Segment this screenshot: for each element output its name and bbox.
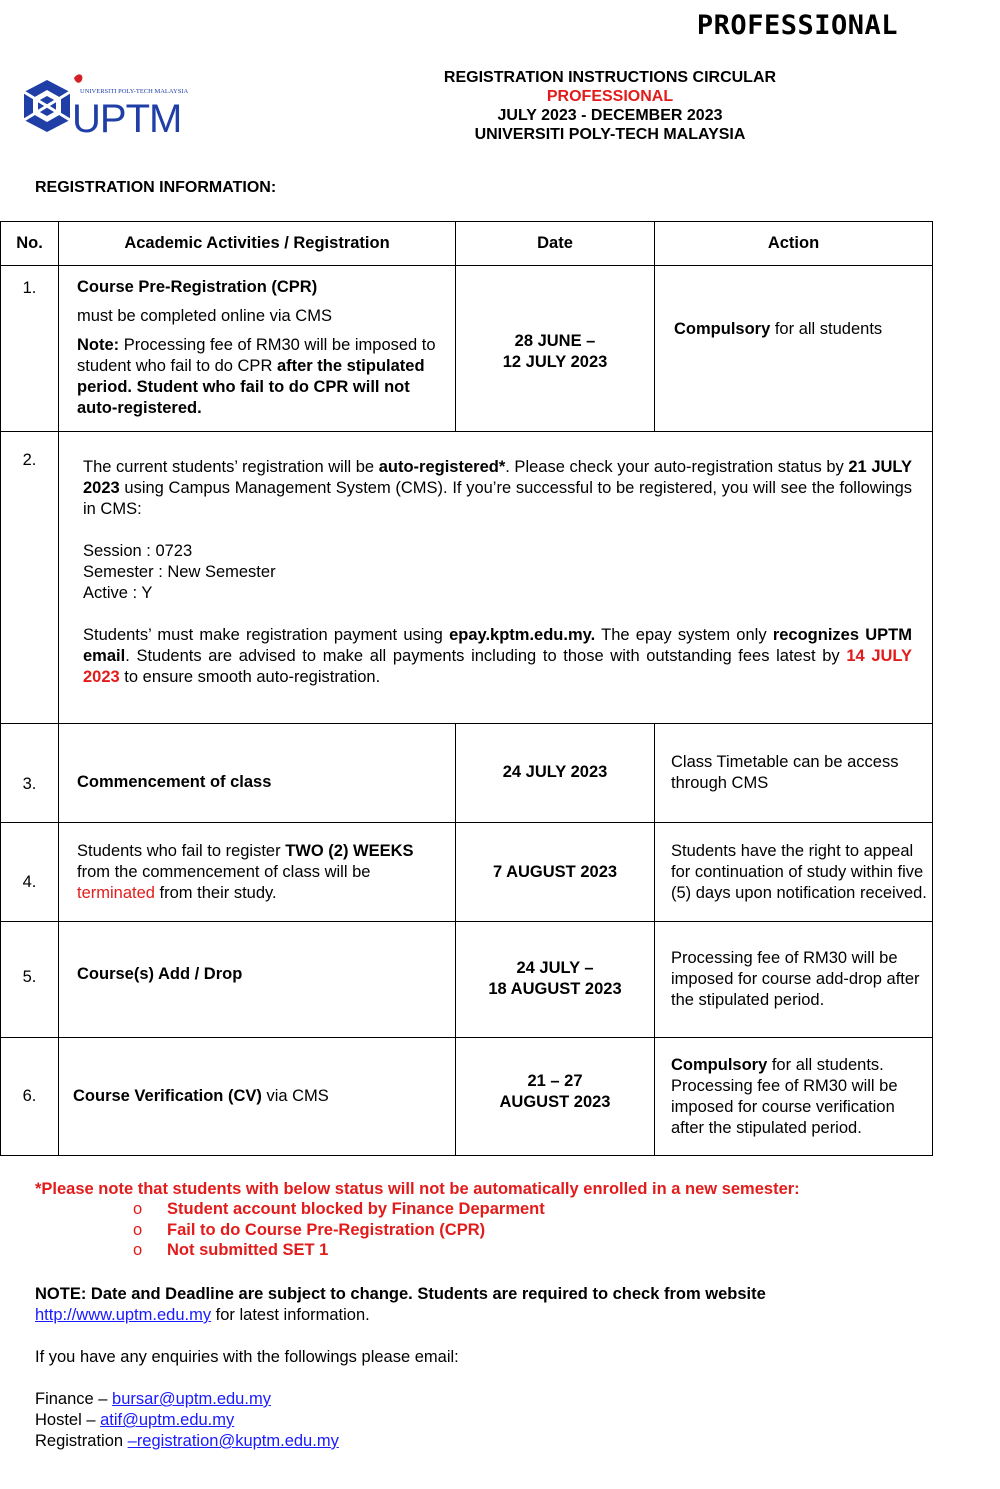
row-number: 2.: [1, 432, 59, 724]
auto-registered-term: auto-registered*: [378, 458, 506, 476]
text-run: . Please check your auto-registration status by: [505, 458, 849, 476]
list-item: [133, 1199, 545, 1220]
cpr-subtitle: must be completed online via CMS: [77, 307, 332, 325]
finance-contact: [35, 1389, 935, 1410]
registration-contact: [35, 1431, 935, 1452]
action-cell: [655, 1038, 933, 1156]
row-number: 3.: [1, 724, 59, 823]
header-program: PROFESSIONAL: [546, 88, 674, 105]
row-number: 5.: [1, 922, 59, 1038]
finance-email-link[interactable]: bursar@uptm.edu.my: [112, 1390, 271, 1408]
text-run: Students who fail to register: [77, 841, 286, 860]
note-label: Note:: [77, 336, 120, 354]
header-action: Action: [655, 222, 933, 266]
cpr-note: [77, 335, 445, 419]
footer: [35, 1284, 935, 1452]
bullet-icon: o: [133, 1220, 143, 1239]
header-date: Date: [456, 222, 655, 266]
table-row: [1, 724, 933, 823]
registration-table: [0, 221, 933, 1156]
cv-title: Course Verification (CV): [73, 1087, 262, 1105]
text-run: The current students’ registration will be: [83, 458, 379, 476]
website-link[interactable]: http://www.uptm.edu.my: [35, 1306, 212, 1324]
table-row: [1, 823, 933, 922]
hostel-contact: [35, 1410, 935, 1431]
activity-cell: Commencement of class: [59, 724, 456, 823]
row-number: 1.: [1, 266, 59, 432]
table-row: [1, 266, 933, 432]
contact-label: Hostel –: [35, 1411, 101, 1429]
date-cell: 7 AUGUST 2023: [456, 823, 655, 922]
terminated-term: terminated: [77, 883, 155, 902]
payment-deadline: 14 JULY 2023: [83, 647, 912, 686]
auto-reg-paragraph: [83, 457, 912, 520]
cms-semester: Semester : New Semester: [83, 563, 276, 581]
contact-label: Finance –: [35, 1390, 113, 1408]
header-university: UNIVERSITI POLY-TECH MALAYSIA: [474, 126, 746, 143]
contact-label: Registration: [35, 1432, 128, 1450]
action-bold: Compulsory: [671, 1055, 768, 1074]
row-number: 4.: [1, 823, 59, 922]
activity-cell: [59, 823, 456, 922]
list-item-text: Not submitted SET 1: [167, 1241, 329, 1259]
list-item: [133, 1240, 545, 1261]
text-run: from the commencement of class will be: [77, 862, 371, 881]
epay-site: epay.kptm.edu.my.: [449, 626, 596, 644]
registration-email-link[interactable]: –registration@kuptm.edu.my: [127, 1432, 339, 1450]
list-item-text: Student account blocked by Finance Deparment: [167, 1200, 545, 1218]
header-activity: Academic Activities / Registration: [59, 222, 456, 266]
cms-active: Active : Y: [83, 584, 153, 602]
date-line-1: 28 JUNE –: [514, 331, 596, 350]
action-text: for all students. Processing fee of RM30 will be imposed for course verification after the stipulated period.: [671, 1055, 898, 1137]
text-run: to ensure smooth auto-registration.: [119, 668, 381, 686]
date-line-2: AUGUST 2023: [499, 1092, 611, 1111]
cms-session: Session : 0723: [83, 542, 193, 560]
action-cell: Processing fee of RM30 will be imposed for course add-drop after the stipulated period.: [655, 922, 933, 1038]
enquiry-text: If you have any enquiries with the followings please email:: [35, 1348, 459, 1366]
table-row: [1, 922, 933, 1038]
date-line-2: 18 AUGUST 2023: [488, 980, 622, 998]
table-header-row: [1, 222, 933, 266]
date-line-2: 12 JULY 2023: [502, 352, 608, 371]
row-number: 6.: [1, 1038, 59, 1156]
date-cell: 24 JULY 2023: [456, 724, 655, 823]
section-title: REGISTRATION INFORMATION:: [35, 179, 277, 196]
website-line: [35, 1305, 935, 1326]
bullet-icon: o: [133, 1200, 143, 1218]
uptm-logo: [18, 72, 198, 148]
cpr-title: Course Pre-Registration (CPR): [77, 278, 318, 296]
date-line-1: 24 JULY –: [516, 959, 594, 977]
note-bold: after the stipulated period. Student who fail to do CPR will not auto-registered.: [77, 357, 425, 417]
svg-text:UPTM: UPTM: [72, 97, 182, 141]
text-run: using Campus Management System (CMS). If you’re successful to be registered, you will see the followings in CMS:: [83, 479, 912, 518]
header-period: JULY 2023 - DECEMBER 2023: [497, 107, 723, 124]
date-cell: [456, 922, 655, 1038]
note-text: Processing fee of RM30 will be imposed to student who fail to do CPR: [77, 336, 436, 375]
text-run: via CMS: [261, 1087, 329, 1105]
hostel-email-link[interactable]: atif@uptm.edu.my: [100, 1411, 235, 1429]
date-line-1: 21 – 27: [527, 1071, 583, 1090]
check-deadline: 21 JULY 2023: [83, 458, 912, 497]
list-item-text: Fail to do Course Pre-Registration (CPR): [167, 1220, 486, 1239]
two-weeks-term: TWO (2) WEEKS: [285, 841, 414, 860]
action-bold: Compulsory: [674, 320, 771, 338]
deadline-note: NOTE: Date and Deadline are subject to change. Students are required to check from website: [35, 1285, 766, 1303]
table-row: [1, 1038, 933, 1156]
activity-cell: [59, 1038, 456, 1156]
logo-emblem-icon: [24, 80, 70, 132]
text-run: for latest information.: [211, 1306, 370, 1324]
action-cell: [655, 266, 933, 432]
uptm-email-term: recognizes UPTM email: [83, 626, 913, 665]
header-no: No.: [1, 222, 59, 266]
action-cell: Class Timetable can be access through CMS: [655, 724, 933, 823]
action-cell: Students have the right to appeal for continuation of study within five (5) days upon notification received.: [655, 823, 933, 922]
payment-paragraph: [83, 625, 912, 688]
auto-registration-cell: [59, 432, 933, 724]
action-text: for all students: [770, 320, 883, 338]
list-item: [133, 1220, 545, 1241]
circular-header: [290, 68, 930, 144]
activity-cell: [59, 266, 456, 432]
corner-label: PROFESSIONAL: [696, 10, 898, 41]
bullet-icon: o: [133, 1241, 143, 1259]
date-cell: [456, 1038, 655, 1156]
text-run: from their study.: [154, 883, 277, 902]
header-title: REGISTRATION INSTRUCTIONS CIRCULAR: [443, 69, 777, 86]
enrolment-notice: *Please note that students with below status will not be automatically enrolled in a new semester:: [35, 1180, 800, 1198]
date-cell: [456, 266, 655, 432]
text-run: Students’ must make registration payment using: [83, 626, 450, 644]
table-row: [1, 432, 933, 724]
text-run: The epay system only: [595, 626, 773, 644]
svg-text:UNIVERSITI POLY-TECH MALAYSIA: UNIVERSITI POLY-TECH MALAYSIA: [80, 88, 189, 95]
text-run: . Students are advised to make all payments including to those with outstanding fees latest by: [125, 647, 847, 665]
notice-list: [133, 1199, 545, 1261]
activity-cell: Course(s) Add / Drop: [59, 922, 456, 1038]
